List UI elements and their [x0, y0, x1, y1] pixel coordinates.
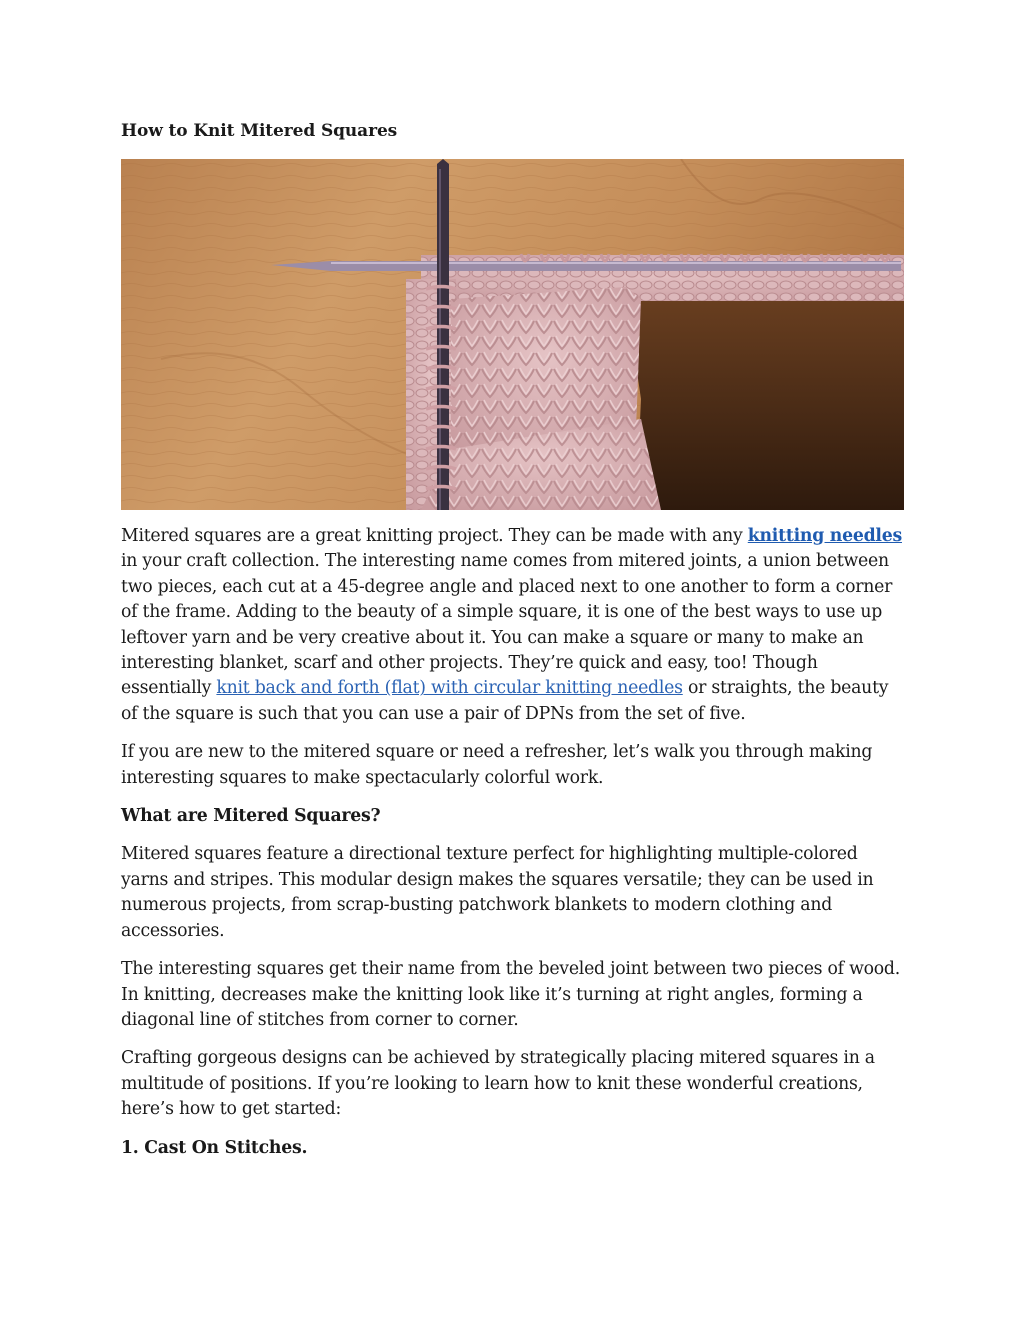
document-title: How to Knit Mitered Squares — [121, 121, 398, 141]
circular-needles-link[interactable]: knit back and forth (flat) with circular knitting needles — [216, 678, 683, 699]
knitting-hero-image — [121, 159, 904, 510]
paragraph-intro-text-3: or straights, the beauty of the square is such that you can use a pair of DPNs from the set of five. — [121, 678, 889, 724]
heading-cast-on-stitches: 1. Cast On Stitches. — [121, 1137, 308, 1158]
paragraph-intro — [121, 524, 905, 727]
heading-what-are-mitered-squares: What are Mitered Squares? — [121, 806, 381, 827]
document-body — [121, 524, 905, 1174]
knitting-needles-link[interactable]: knitting needles — [747, 526, 902, 546]
paragraph-refresher: If you are new to the mitered square or need a refresher, let’s walk you through making interesting squares to make spectacularly colorful work. — [121, 742, 873, 788]
paragraph-intro-text-1: Mitered squares are a great knitting project. They can be made with any — [121, 526, 748, 546]
paragraph-intro-text-2: in your craft collection. The interesting name comes from mitered joints, a union between two pieces, each cut at a 45-degree angle and placed next to one another to form a corner of the frame. Adding to the beauty of a simple square, it is one of the best ways to use up leftover yarn and be very creative about it. You can make a square or many to make an interesting blanket, scarf and other projects. They’re quick and easy, too! Though essentially — [121, 551, 893, 699]
paragraph-name-origin: The interesting squares get their name from the beveled joint between two pieces of wood. In knitting, decreases make the knitting look like it’s turning at right angles, forming a diagonal line of stitches from corner to corner. — [121, 959, 900, 1030]
paragraph-getting-started: Crafting gorgeous designs can be achieved by strategically placing mitered squares in a multitude of positions. If you’re looking to learn how to knit these wonderful creations, here’s how to get started: — [121, 1048, 875, 1120]
paragraph-directional-texture: Mitered squares feature a directional texture perfect for highlighting multiple-colored yarns and stripes. This modular design makes the squares versatile; they can be used in numerous projects, from scrap-busting patchwork blankets to modern clothing and accessories. — [121, 844, 874, 941]
